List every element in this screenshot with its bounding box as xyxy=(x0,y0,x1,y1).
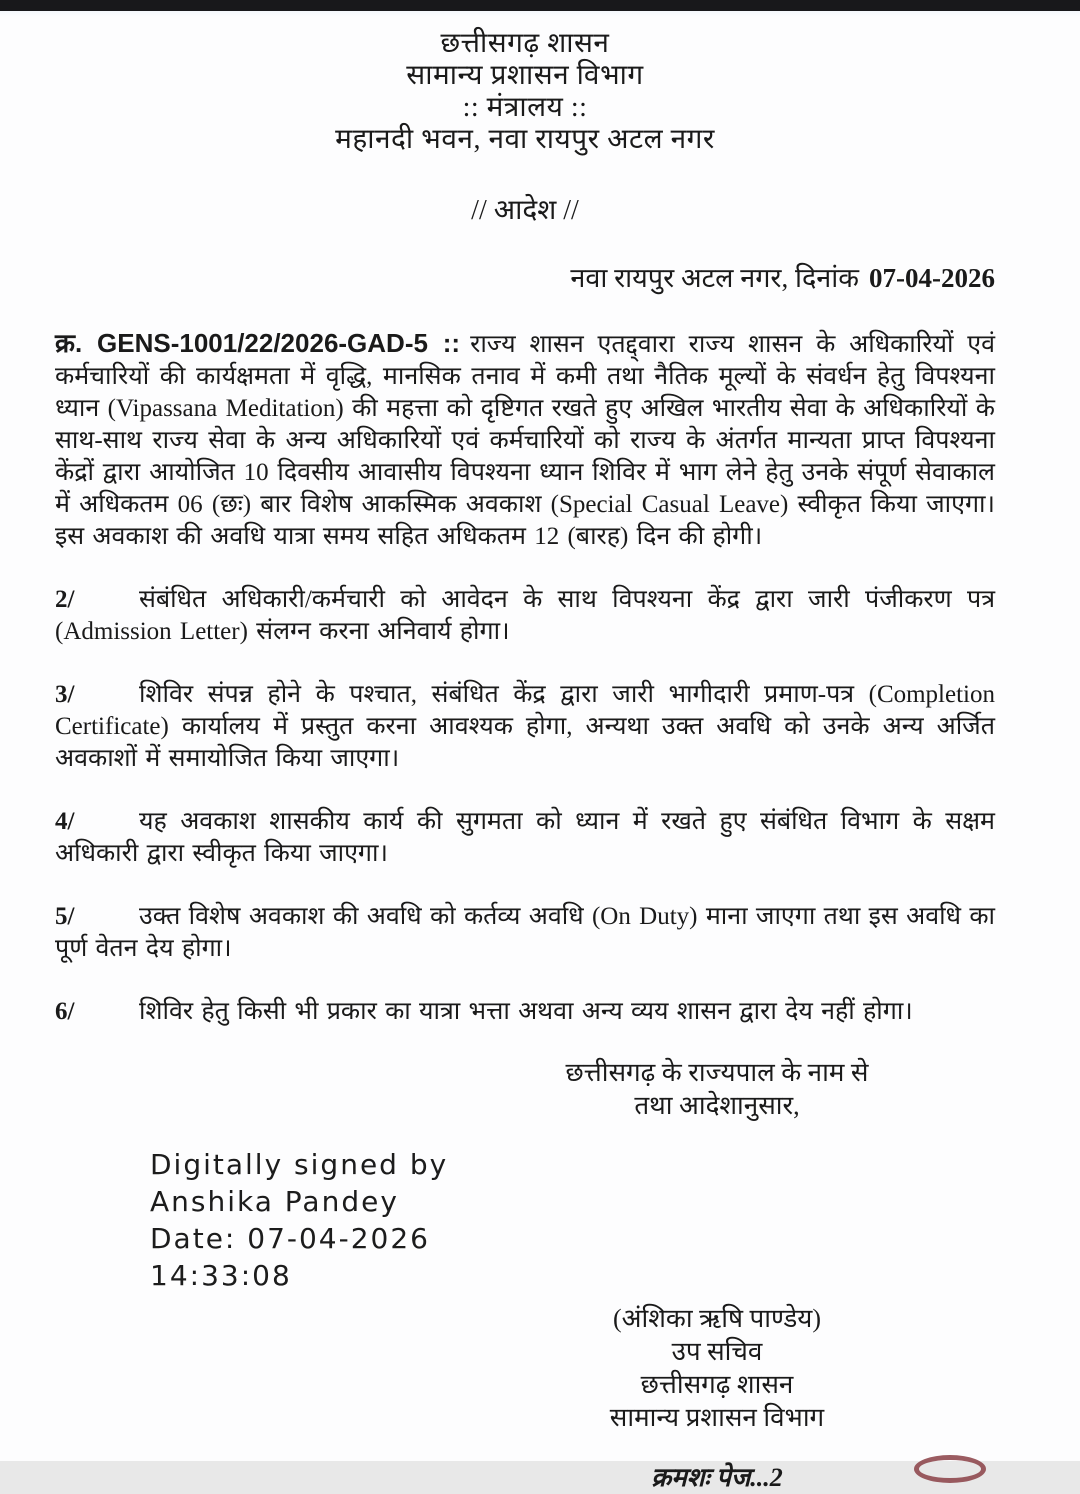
point-4-number: 4/ xyxy=(55,808,75,835)
closing-line-2: तथा आदेशानुसार, xyxy=(634,1091,800,1120)
order-point-3 xyxy=(55,679,995,775)
red-stamp-arc xyxy=(914,1455,986,1483)
signatory-government: छत्तीसगढ़ शासन xyxy=(640,1370,794,1399)
digital-signature-stamp xyxy=(150,1146,995,1294)
point-5-text: उक्त विशेष अवकाश की अवधि को कर्तव्य अवधि (On Duty) माना जाएगा तथा इस अवधि का पूर्ण वेतन देय होगा। xyxy=(55,903,995,962)
point-6-text: शिविर हेतु किसी भी प्रकार का यात्रा भत्ता अथवा अन्य व्यय शासन द्वारा देय नहीं होगा। xyxy=(139,998,913,1025)
signatory-block xyxy=(517,1302,917,1434)
point-4-text: यह अवकाश शासकीय कार्य की सुगमता को ध्यान में रखते हुए संबंधित विभाग के सक्षम अधिकारी द्वारा स्वीकृत किया जाएगा। xyxy=(55,808,995,867)
digital-signature-line-1: Digitally signed by xyxy=(150,1148,449,1181)
digital-signature-date: Date: 07-04-2026 xyxy=(150,1222,430,1255)
order-reference-number: क्र. GENS-1001/22/2026-GAD-5 :: xyxy=(55,328,461,358)
digital-signature-name: Anshika Pandey xyxy=(150,1185,399,1218)
signatory-department: सामान्य प्रशासन विभाग xyxy=(609,1403,825,1432)
order-date: 07-04-2026 xyxy=(869,263,995,293)
point-2-text: संबंधित अधिकारी/कर्मचारी को आवेदन के साथ विपश्यना केंद्र द्वारा जारी पंजीकरण पत्र (Admission Letter) संलग्न करना अनिवार्य होगा। xyxy=(55,586,995,645)
place-date-line xyxy=(55,258,995,295)
letterhead-government: छत्तीसगढ़ शासन xyxy=(440,28,610,59)
signatory-designation: उप सचिव xyxy=(671,1337,763,1366)
closing-block xyxy=(517,1056,917,1122)
letterhead-address: महानदी भवन, नवा रायपुर अटल नगर xyxy=(335,124,715,155)
letterhead-department: सामान्य प्रशासन विभाग xyxy=(406,60,644,91)
order-paragraph-1-text: राज्य शासन एतद्द्वारा राज्य शासन के अधिकारियों एवं कर्मचारियों की कार्यक्षमता में वृद्धि, मानसिक तनाव में कमी तथा नैतिक मूल्यों के संवर्धन हेतु विपश्यना ध्यान (Vipassana Meditation) की महत्ता को दृष्टिगत रखते हुए अखिल भारतीय सेवा के अधिकारियों के साथ-साथ राज्य सेवा के अन्य अधिकारियों एवं कर्मचारियों को राज्य के अंतर्गत मान्यता प्राप्त विपश्यना केंद्रों द्वारा आयोजित 10 दिवसीय आवासीय विपश्यना ध्यान शिविर में भाग लेने हेतु उनके संपूर्ण सेवाकाल में अधिकतम 06 (छः) बार विशेष आकस्मिक अवकाश (Special Casual Leave) स्वीकृत किया जाएगा। इस अवकाश की अवधि यात्रा समय सहित अधिकतम 12 (बारह) दिन की होगी। xyxy=(55,331,995,550)
continuation-note: क्रमशः पेज...2 xyxy=(651,1463,783,1492)
point-5-number: 5/ xyxy=(55,903,75,930)
letterhead xyxy=(55,28,995,156)
place-date-text: नवा रायपुर अटल नगर, दिनांक xyxy=(570,263,860,293)
order-title: // आदेश // xyxy=(471,195,579,226)
order-point-2 xyxy=(55,584,995,648)
letterhead-ministry: :: मंत्रालय :: xyxy=(462,92,588,123)
point-6-number: 6/ xyxy=(55,998,75,1025)
closing-line-1: छत्तीसगढ़ के राज्यपाल के नाम से xyxy=(565,1058,869,1087)
order-point-4 xyxy=(55,806,995,870)
point-3-text: शिविर संपन्न होने के पश्चात, संबंधित केंद्र द्वारा जारी भागीदारी प्रमाण-पत्र (Completion Certificate) कार्यालय में प्रस्तुत करना आवश्यक होगा, अन्यथा उक्त अवधि को उनके अन्य अर्जित अवकाशों में समायोजित किया जाएगा। xyxy=(55,681,995,772)
signatory-name: (अंशिका ऋषि पाण्डेय) xyxy=(612,1304,822,1333)
point-3-number: 3/ xyxy=(55,681,75,708)
order-point-6 xyxy=(55,996,995,1028)
order-point-5 xyxy=(55,901,995,965)
digital-signature-time: 14:33:08 xyxy=(150,1259,292,1292)
order-paragraph-1 xyxy=(55,327,995,553)
point-2-number: 2/ xyxy=(55,586,75,613)
